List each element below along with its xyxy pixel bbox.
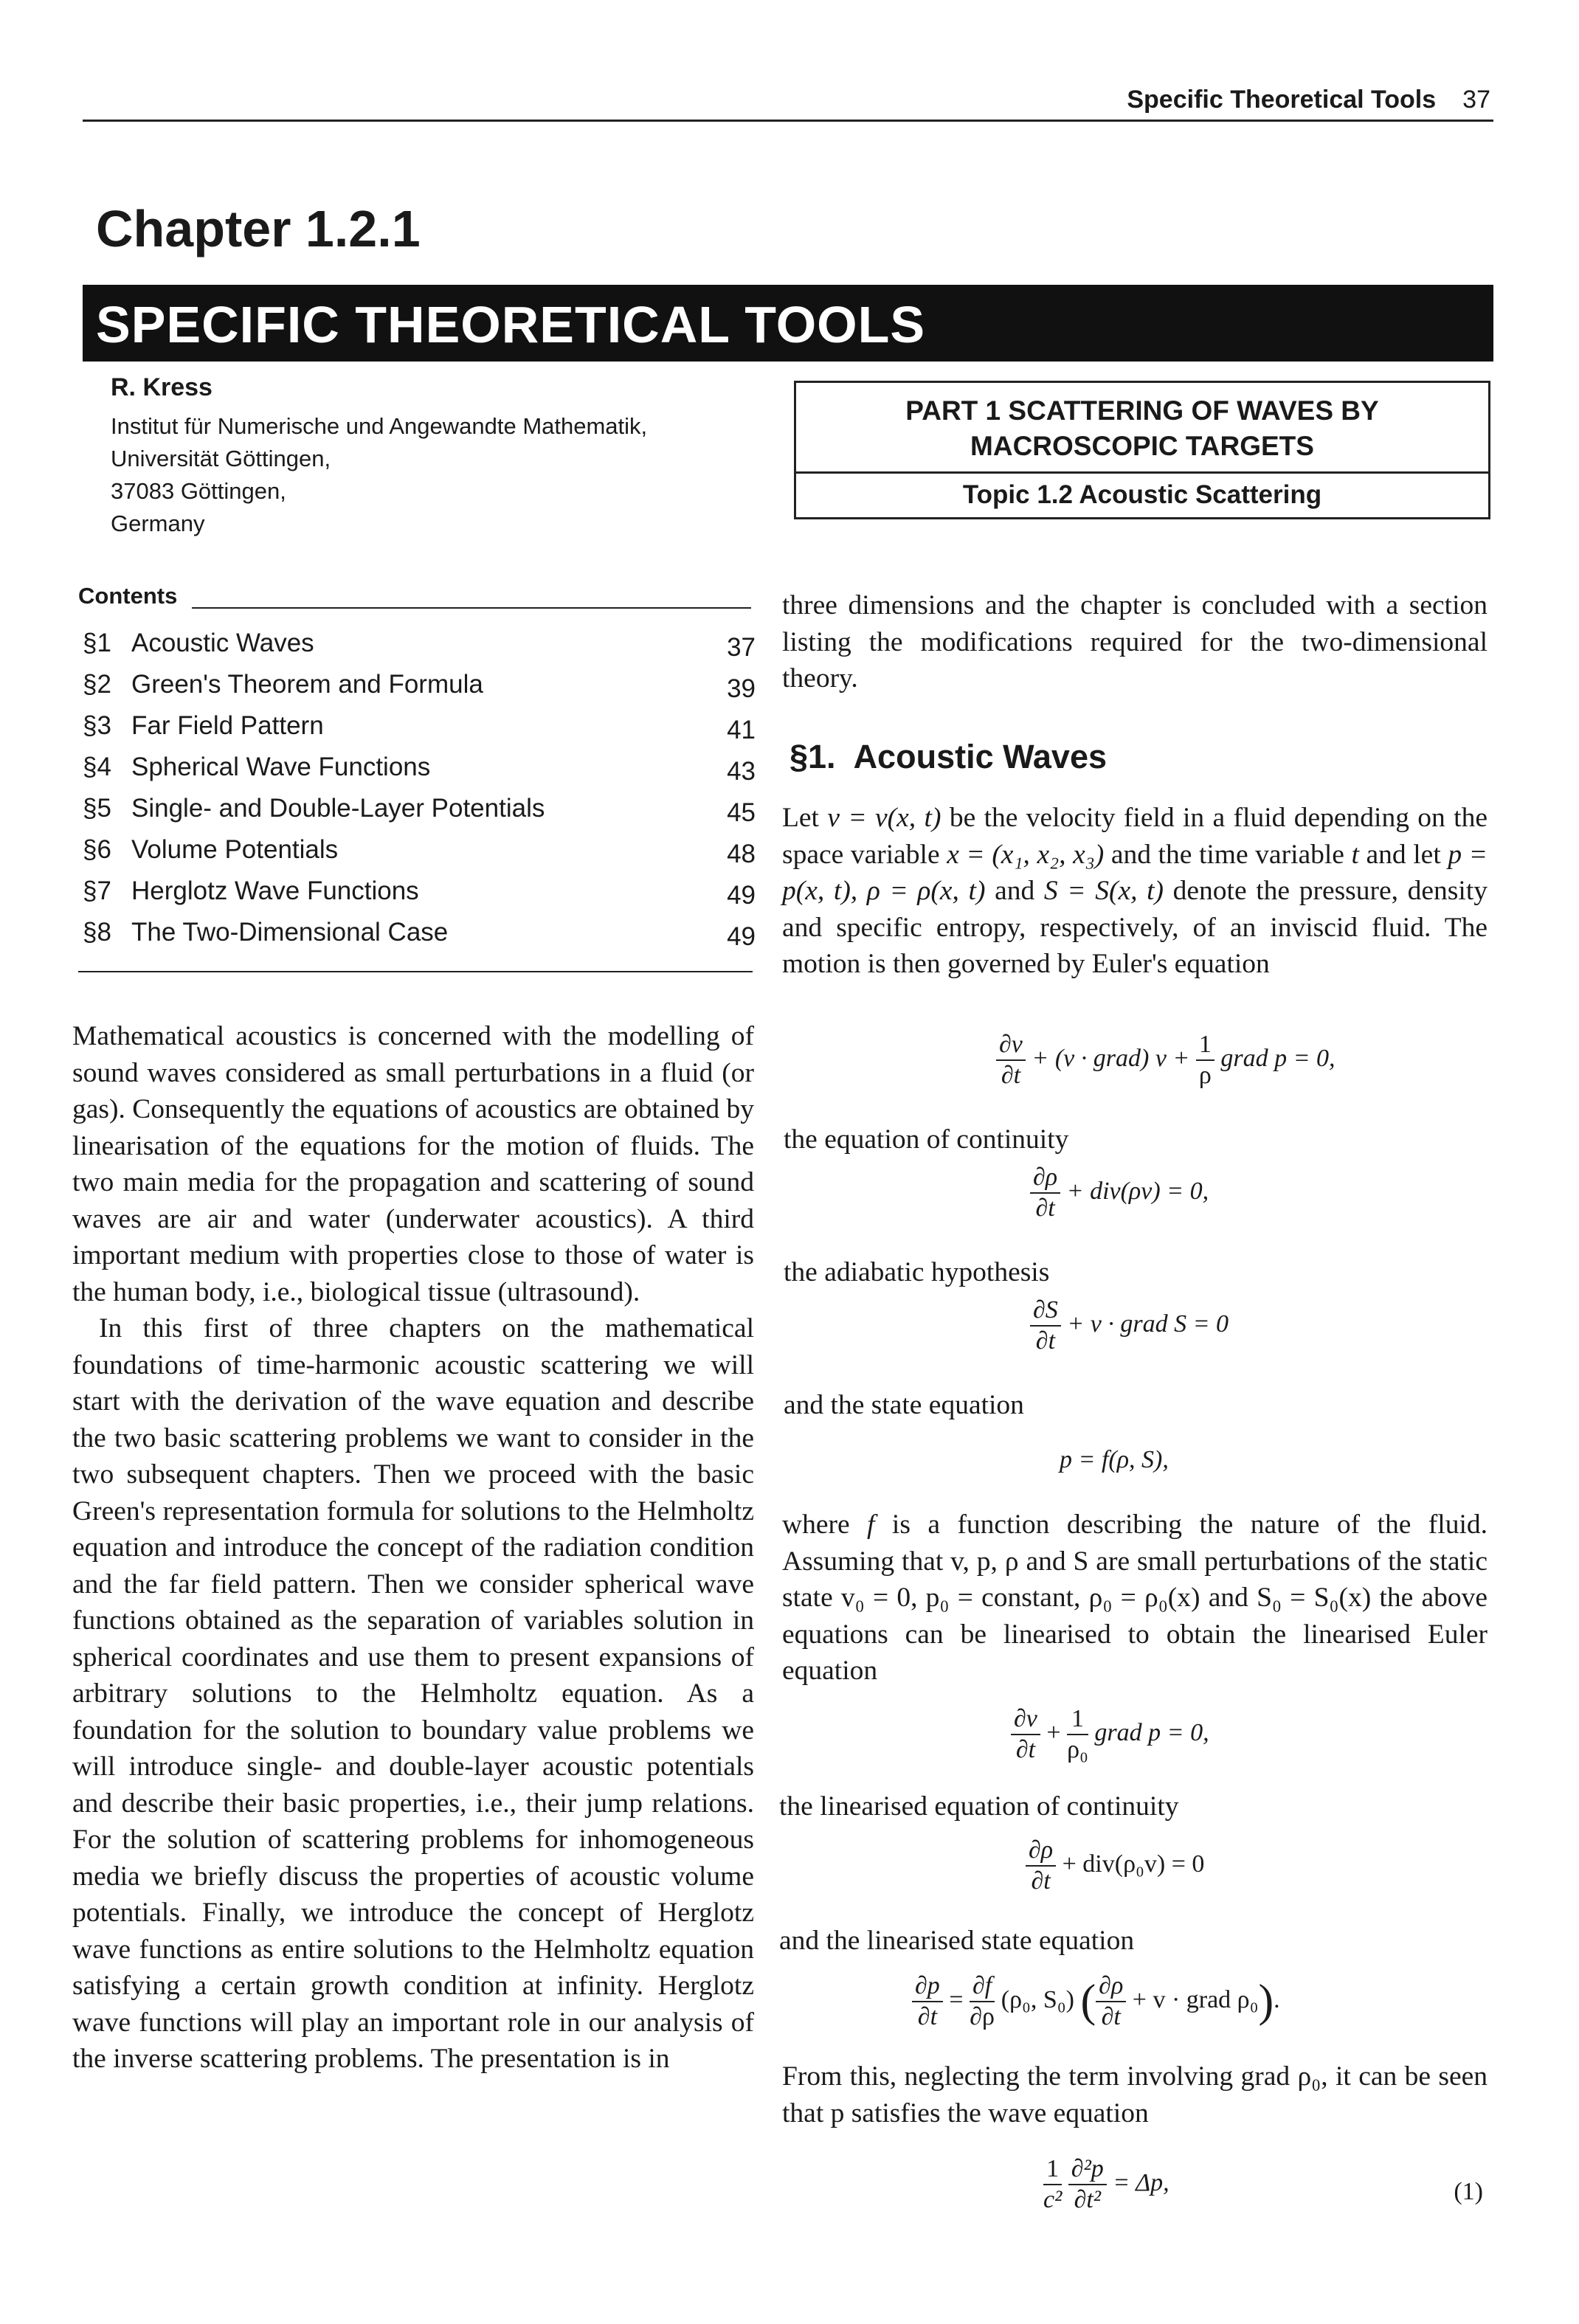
body-paragraph [782,1507,1488,1690]
chapter-title: SPECIFIC THEORETICAL TOOLS [96,296,926,353]
eq-denominator: ∂ρ [970,2003,995,2030]
contents-rule [78,971,753,972]
toc-title: Herglotz Wave Functions [131,876,419,905]
toc-number: §5 [83,794,111,823]
left-paren: ( [1080,1976,1096,2027]
page-number: 37 [1462,86,1490,114]
toc-page: 43 [727,757,756,786]
toc-page: 39 [727,674,756,703]
toc-number: §6 [83,835,111,864]
eq-denominator: ∂t [1101,2003,1121,2030]
inline-math: S = S(x, t) [1043,876,1164,906]
equation-euler [996,1030,1336,1090]
eq-numerator: ∂f [970,1971,995,2002]
eq-denominator: ∂t [1015,1736,1036,1763]
eq-term: + (v · grad) v + [1032,1044,1190,1072]
toc-page: 49 [727,881,756,910]
equation-adiabatic [1030,1296,1229,1356]
eq-denominator: ρ [1198,1062,1212,1089]
contents-rule [192,607,751,609]
eq-numerator: ∂S [1030,1296,1061,1327]
body-paragraph: From this, neglecting the term involving grad ρ₀, it can be seen that p satisfies the wave equation [782,2061,1488,2128]
equation-label: and the state equation [784,1390,1024,1420]
eq-denominator: ∂t [917,2003,938,2030]
contents-label: Contents [78,583,178,609]
toc-title: The Two-Dimensional Case [131,918,449,947]
eq-term: grad p = 0, [1220,1044,1336,1072]
toc-title: Far Field Pattern [131,711,324,740]
toc-title: Volume Potentials [131,835,339,864]
equation-linearised-euler [1011,1704,1209,1765]
part-box-divider [796,471,1488,474]
text-run: is a function describing the nature of the fluid. Assuming that v, p, ρ and S are small perturbations of the static state v₀ = 0, p₀ = constant, ρ₀ = ρ₀(x) and S₀ = S₀(x) the above equations can be linearised to obtain the linearised Euler equation [782,1509,1488,1686]
toc-entry [83,670,756,711]
part-title-line: PART 1 SCATTERING OF WAVES BY [905,395,1379,426]
eq-term: grad p = 0, [1094,1718,1209,1746]
author-name: R. Kress [111,373,213,401]
eq-numerator: ∂ρ [1026,1836,1056,1867]
eq-numerator: ∂ρ [1096,1971,1126,2002]
toc-title: Single- and Double-Layer Potentials [131,794,545,823]
eq-term: = Δp, [1113,2168,1169,2196]
toc-page: 41 [727,716,756,744]
toc-number: §3 [83,711,111,740]
eq-term: (ρ₀, S₀) [1001,1985,1074,2013]
equation-state: p = f(ρ, S), [1060,1446,1169,1473]
toc-title: Spherical Wave Functions [131,753,431,781]
toc-number: §1 [83,629,111,657]
inline-math: t [1351,839,1359,870]
equation-label: the equation of continuity [784,1124,1069,1155]
eq-numerator: ∂²p [1068,2154,1107,2185]
text-run: and [985,876,1044,906]
equation-linearised-state [912,1971,1280,2032]
eq-term: + v · grad S = 0 [1067,1310,1229,1338]
toc-number: §4 [83,753,111,781]
equation-linearised-continuity [1026,1836,1204,1896]
equation-label: the adiabatic hypothesis [784,1257,1050,1287]
equation-wave [1043,2154,1169,2215]
toc-entry [83,753,756,794]
section-heading [790,738,1107,776]
eq-denominator: ∂t [1001,1062,1021,1089]
toc-page: 45 [727,798,756,827]
toc-entry [83,835,756,876]
text-run: denote the pressure, density and specific entropy, respectively, of an inviscid fluid. The motion is then governed by Euler's equation [782,876,1488,979]
equation-continuity [1030,1163,1209,1223]
affiliation-line: Universität Göttingen, [111,446,331,471]
equation-label: the linearised equation of continuity [779,1791,1179,1822]
equation-number: (1) [1454,2178,1483,2205]
section-number: §1. [790,738,836,775]
toc-title: Acoustic Waves [131,629,314,657]
eq-denominator: c² [1043,2186,1063,2213]
eq-denominator: ρ₀ [1067,1736,1088,1763]
toc-page: 37 [727,633,756,662]
eq-denominator: ∂t² [1074,2186,1102,2213]
inline-math: x = (x₁, x₂, x₃) [947,839,1105,870]
eq-term: + div(ρ₀v) = 0 [1062,1850,1205,1878]
text-run: Let [782,803,828,833]
inline-math: p = p(x, t), ρ = ρ(x, t) [782,839,1488,906]
body-paragraph: three dimensions and the chapter is concluded with a section listing the modifications required for the two-dimensional theory. [782,590,1488,694]
header-rule [83,120,1493,122]
affiliation-line: Germany [111,511,205,536]
toc-entry [83,711,756,753]
eq-term: . [1274,1985,1280,2013]
eq-term: = [949,1985,964,2013]
body-paragraph: Mathematical acoustics is concerned with the modelling of sound waves considered as small perturbations in a fluid (or gas). Consequently the equations of acoustics are obtained by linearisation of the equations for the motion of fluids. The two main media for the propagation and scattering of sound waves are air and water (underwater acoustics). A third important medium with properties close to those of water is the human body, i.e., biological tissue (ultrasound). [72,1021,754,1307]
toc-title: Green's Theorem and Formula [131,670,483,699]
toc-entry [83,794,756,835]
eq-denominator: ∂t [1035,1194,1055,1222]
chapter-title-band [83,285,1493,362]
toc-number: §2 [83,670,111,699]
running-header [1127,86,1490,114]
eq-term: + div(ρv) = 0, [1066,1177,1209,1205]
toc-number: §7 [83,876,111,905]
part-title-line: MACROSCOPIC TARGETS [970,431,1314,461]
right-paren: ) [1258,1976,1274,2027]
text-run: where [782,1509,868,1540]
running-header-title: Specific Theoretical Tools [1127,86,1437,114]
eq-numerator: ∂ρ [1030,1163,1060,1194]
eq-term: + v · grad ρ₀ [1132,1985,1259,2013]
eq-term: + [1046,1718,1061,1746]
eq-numerator: ∂v [996,1030,1026,1061]
eq-numerator: ∂p [912,1971,943,2002]
eq-denominator: ∂t [1031,1867,1051,1895]
topic-title: Topic 1.2 Acoustic Scattering [962,480,1322,509]
toc-entry [83,629,756,670]
inline-math: v = v(x, t) [827,803,941,833]
eq-numerator: 1 [1196,1030,1215,1061]
toc-entry [83,876,756,918]
section-title: Acoustic Waves [853,738,1108,775]
affiliation-line: Institut für Numerische und Angewandte Mathematik, [111,413,648,439]
toc-page: 49 [727,922,756,951]
toc-number: §8 [83,918,111,947]
text-run: be the velocity field in a fluid depending on the space variable [782,803,1488,870]
text-run: and the time variable [1104,839,1352,870]
part-title [796,393,1488,464]
toc-page: 48 [727,840,756,868]
eq-numerator: ∂v [1011,1704,1040,1735]
part-box [794,381,1490,519]
body-paragraph: In this first of three chapters on the mathematical foundations of time-harmonic acoustic scattering we will start with the derivation of the wave equation and describe the two basic scattering problems we want to consider in the two subsequent chapters. Then we proceed with the basic Green's representation formula for solutions to the Helmholtz equation and introduce the concept of the radiation condition and the far field pattern. Then we consider spherical wave functions obtained as the separation of variables solution in spherical coordinates and use them to present expansions of arbitrary solutions to the Helmholtz equation. As a foundation for the solution to boundary value problems we will introduce single- and double-layer acoustic potentials and describe their basic properties, i.e., their jump relations. For the solution of scattering problems for inhomogeneous media we briefly discuss the properties of acoustic volume potentials. Finally, we introduce the concept of Herglotz wave functions as entire solutions to the Helmholtz equation satisfying a certain growth condition at infinity. Herglotz wave functions will play an important role in our analysis of the inverse scattering problems. The presentation is in [72,1313,754,2074]
eq-numerator: 1 [1067,1704,1088,1735]
affiliation-line: 37083 Göttingen, [111,478,286,504]
eq-numerator: 1 [1043,2154,1062,2185]
text-run: and let [1358,839,1448,870]
body-paragraph [782,800,1488,983]
eq-denominator: ∂t [1035,1327,1056,1355]
inline-math: f [867,1509,875,1540]
chapter-label: Chapter 1.2.1 [96,200,421,257]
equation-label: and the linearised state equation [779,1926,1135,1956]
toc-entry [83,918,756,959]
